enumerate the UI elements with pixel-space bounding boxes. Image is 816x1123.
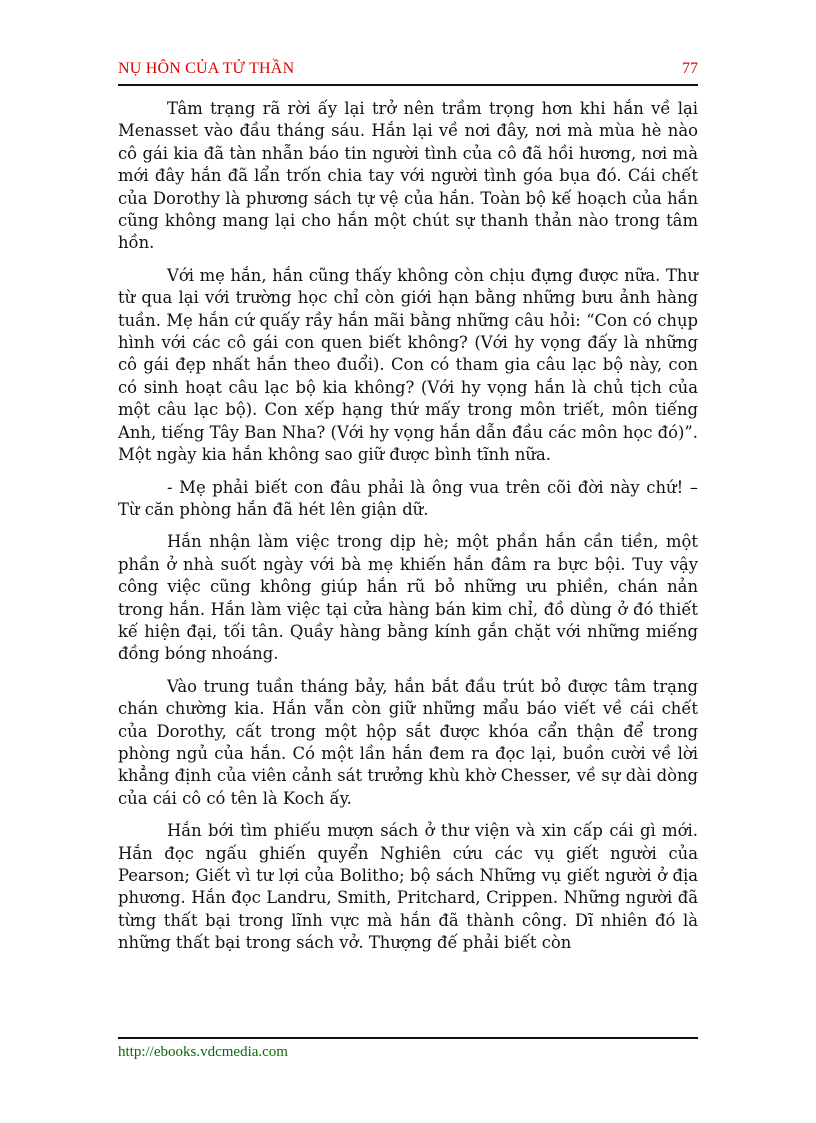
paragraph: Hắn bới tìm phiếu mượn sách ở thư viện và xin cấp cái gì mới. Hắn đọc ngấu ghiến quyển Nghiên cứu các vụ giết người của Pearson; Giết vì tư lợi của Bolitho; bộ sách Những vụ giết người ở địa phương. Hắn đọc Landru, Smith, Pritchard, Crippen. Những người đã từng thất bại trong lĩnh vực mà hắn đã thành công. Dĩ nhiên đó là những thất bại trong sách vở. Thượng đế phải biết còn bbox=[118, 821, 698, 953]
paragraph: Vào trung tuần tháng bảy, hắn bắt đầu trút bỏ được tâm trạng chán chường kia. Hắn vẫn còn giữ những mẩu báo viết về cái chết của Dorothy, cất trong một hộp sắt được khóa cẩn thận để trong phòng ngủ của hắn. Có một lần hắn đem ra đọc lại, buồn cười về lời khẳng định của viên cảnh sát trưởng khù khờ Chesser, về sự dài dòng của cái cô có tên là Koch ấy. bbox=[118, 676, 698, 808]
paragraph: Tâm trạng rã rời ấy lại trở nên trầm trọng hơn khi hắn về lại Menasset vào đầu tháng sáu. Hắn lại về nơi đây, nơi mà mùa hè nào cô gái kia đã tàn nhẫn báo tin người tình của cô đã hồi hương, nơi mà mới đây hắn đã lẩn trốn chia tay với người tình góa bụa đó. Cái chết của Dorothy là phương sách tự vệ của hắn. Toàn bộ kế hoạch của hắn cũng không mang lại cho hắn một chút sự thanh thản nào trong tâm hồn. bbox=[118, 99, 698, 253]
running-header bbox=[118, 60, 698, 86]
paragraph: Hắn nhận làm việc trong dịp hè; một phần hắn cần tiền, một phần ở nhà suốt ngày với bà mẹ khiến hắn đâm ra bực bội. Tuy vậy công việc cũng không giúp hắn rũ bỏ những ưu phiền, chán nản trong hắn. Hắn làm việc tại cửa hàng bán kim chỉ, đồ dùng ở đó thiết kế hiện đại, tối tân. Quầy hàng bằng kính gắn chặt với những miếng đồng bóng nhoáng. bbox=[118, 532, 698, 664]
page-body bbox=[118, 98, 698, 965]
paragraph: - Mẹ phải biết con đâu phải là ông vua trên cõi đời này chứ! – Từ căn phòng hắn đã hét lên giận dữ. bbox=[118, 477, 698, 519]
footer-divider bbox=[118, 1037, 698, 1039]
paragraph: Với mẹ hắn, hắn cũng thấy không còn chịu đựng được nữa. Thư từ qua lại với trường học chỉ còn giới hạn bằng những bưu ảnh hàng tuần. Mẹ hắn cứ quấy rầy hắn mãi bằng những câu hỏi: “Con có chụp hình với các cô gái con quen biết không? (Với hy vọng đấy là những cô gái đẹp nhất hắn theo đuổi). Con có tham gia câu lạc bộ này, con có sinh hoạt câu lạc bộ kia không? (Với hy vọng hắn là chủ tịch của một câu lạc bộ). Con xếp hạng thứ mấy trong môn triết, môn tiếng Anh, tiếng Tây Ban Nha? (Với hy vọng hắn dẫn đầu các môn học đó)”. Một ngày kia hắn không sao giữ được bình tĩnh nữa. bbox=[118, 265, 698, 465]
page-number: 77 bbox=[682, 60, 698, 77]
footer-link[interactable]: http://ebooks.vdcmedia.com bbox=[118, 1044, 288, 1060]
book-title: NỤ HÔN CỦA TỬ THẦN bbox=[118, 60, 295, 77]
header-divider bbox=[118, 84, 698, 86]
